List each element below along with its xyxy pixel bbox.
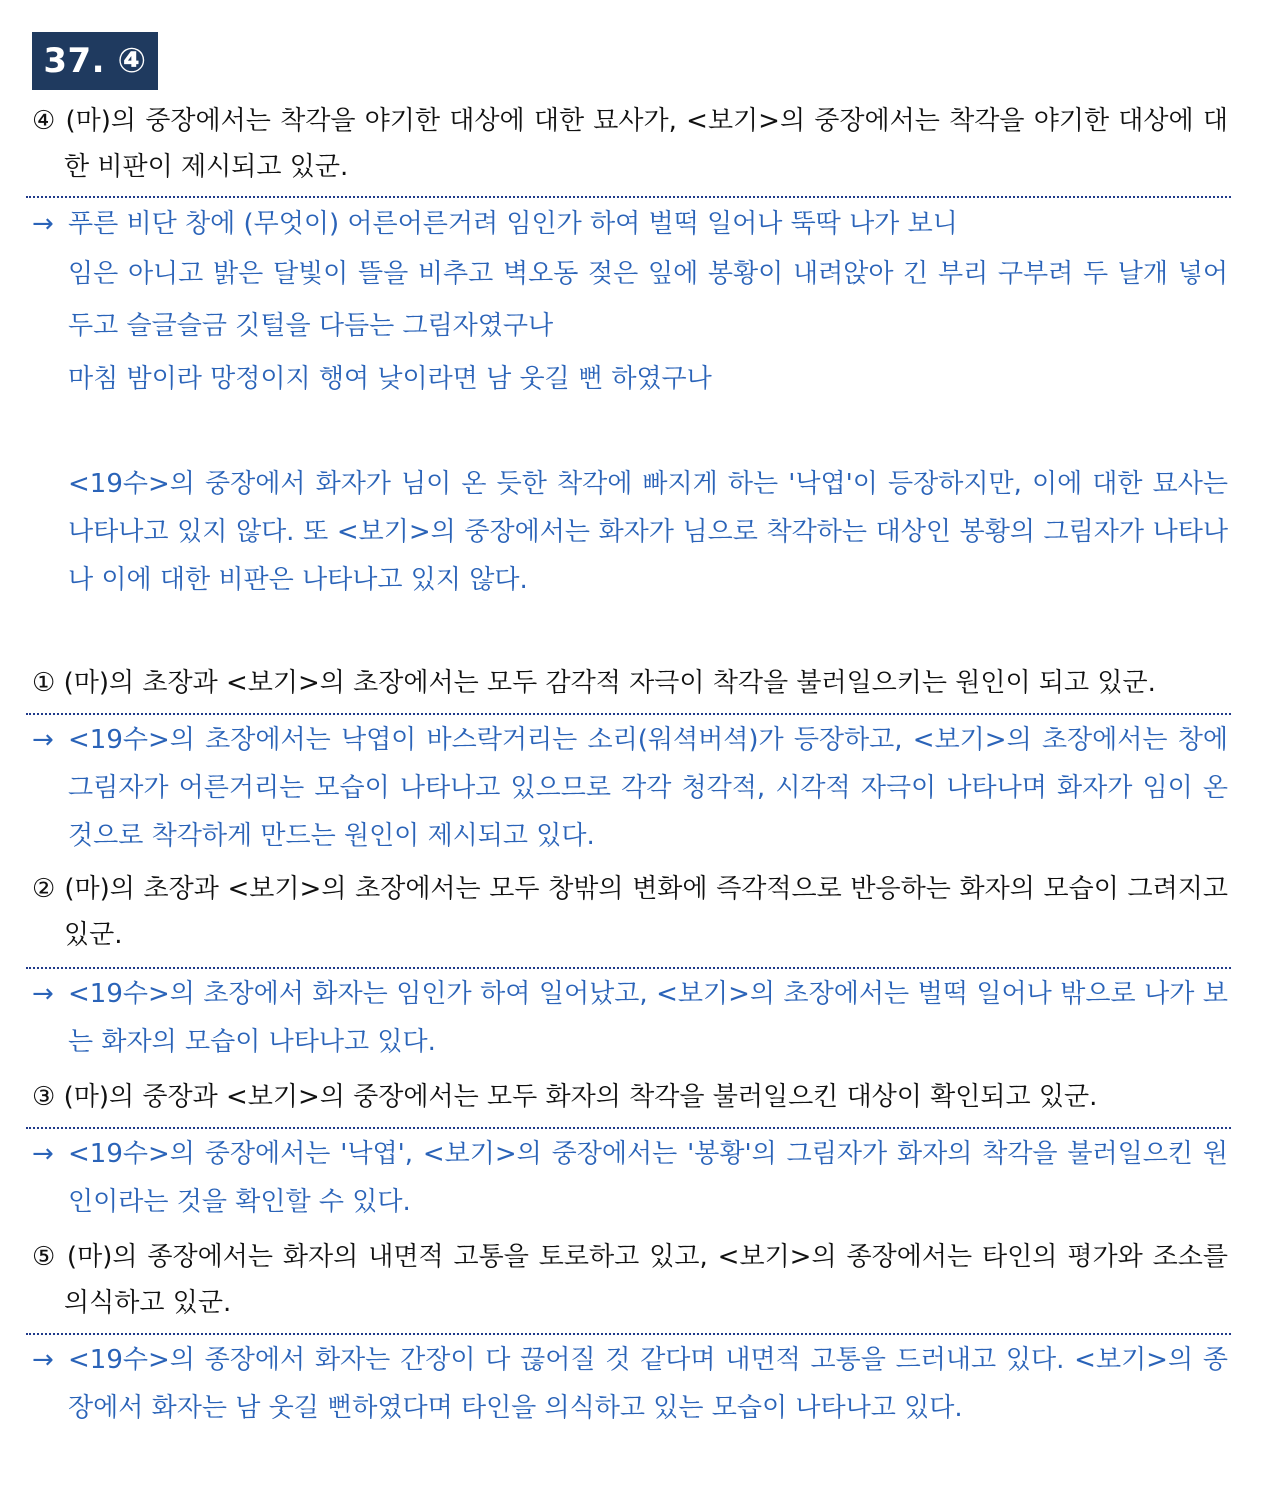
arrow-icon: →	[32, 725, 54, 755]
arrow-icon: →	[32, 1345, 54, 1375]
explanation-text: <19수>의 중장에서는 '낙엽', <보기>의 중장에서는 '봉황'의 그림자가 화자의 착각을 불러일으킨 원인이라는 것을 확인할 수 있다.	[68, 1139, 1228, 1217]
dotted-divider	[26, 1333, 1231, 1335]
dotted-divider	[26, 196, 1231, 198]
arrow-icon: →	[32, 209, 54, 239]
poem-line: 마침 밤이라 망정이지 행여 낮이라면 남 웃길 뻔 하였구나	[68, 364, 712, 394]
dotted-divider	[26, 1127, 1231, 1129]
explanation-text: <19수>의 중장에서 화자가 님이 온 듯한 착각에 빠지게 하는 '낙엽'이 등장하지만, 이에 대한 묘사는 나타나고 있지 않다. 또 <보기>의 중장에서는 화자가 님으로 착각하는 대상인 봉황의 그림자가 나타나나 이에 대한 비판은 나타나고 있지 않다.	[68, 469, 1228, 595]
answer-explanation	[32, 970, 1228, 1066]
dotted-divider	[26, 713, 1231, 715]
explanation-text: <19수>의 초장에서 화자는 임인가 하여 일어났고, <보기>의 초장에서는 벌떡 일어나 밖으로 나가 보는 화자의 모습이 나타나고 있다.	[68, 979, 1228, 1057]
answer-explanation	[32, 1336, 1228, 1432]
explanation-text: <19수>의 종장에서 화자는 간장이 다 끊어질 것 같다며 내면적 고통을 드러내고 있다. <보기>의 종장에서 화자는 남 웃길 뻔하였다며 타인을 의식하고 있는 모습이 나타나고 있다.	[68, 1345, 1228, 1423]
choice-question: ① (마)의 초장과 <보기>의 초장에서는 모두 감각적 자극이 착각을 불러일으키는 원인이 되고 있군.	[32, 668, 1156, 698]
choice-question: ④ (마)의 중장에서는 착각을 야기한 대상에 대한 묘사가, <보기>의 중장에서는 착각을 야기한 대상에 대한 비판이 제시되고 있군.	[32, 106, 1228, 182]
arrow-icon: →	[32, 979, 54, 1009]
dotted-divider	[26, 967, 1231, 969]
arrow-icon: →	[32, 1139, 54, 1169]
poem-line: 푸른 비단 창에 (무엇이) 어른어른거려 임인가 하여 벌떡 일어나 뚝딱 나가 보니	[68, 209, 958, 239]
answer-explanation	[32, 716, 1228, 860]
answer-badge: 37. ④	[32, 32, 158, 90]
answer-explanation	[32, 200, 1228, 406]
explanation-text: <19수>의 초장에서는 낙엽이 바스락거리는 소리(워셕버셕)가 등장하고, <보기>의 초장에서는 창에 그림자가 어른거리는 모습이 나타나고 있으므로 각각 청각적, 시각적 자극이 나타나며 화자가 임이 온 것으로 착각하게 만드는 원인이 제시되고 있다.	[68, 725, 1228, 851]
poem-line: 임은 아니고 밝은 달빛이 뜰을 비추고 벽오동 젖은 잎에 봉황이 내려앉아 긴 부리 구부려 두 날개 넣어 두고 슬글슬금 깃털을 다듬는 그림자였구나	[68, 259, 1228, 341]
choice-question: ⑤ (마)의 종장에서는 화자의 내면적 고통을 토로하고 있고, <보기>의 종장에서는 타인의 평가와 조소를 의식하고 있군.	[32, 1242, 1228, 1318]
answer-explanation	[32, 1130, 1228, 1226]
answer-explanation	[32, 460, 1228, 604]
choice-question: ③ (마)의 중장과 <보기>의 중장에서는 모두 화자의 착각을 불러일으킨 대상이 확인되고 있군.	[32, 1082, 1098, 1112]
choice-question: ② (마)의 초장과 <보기>의 초장에서는 모두 창밖의 변화에 즉각적으로 반응하는 화자의 모습이 그려지고 있군.	[32, 874, 1228, 950]
